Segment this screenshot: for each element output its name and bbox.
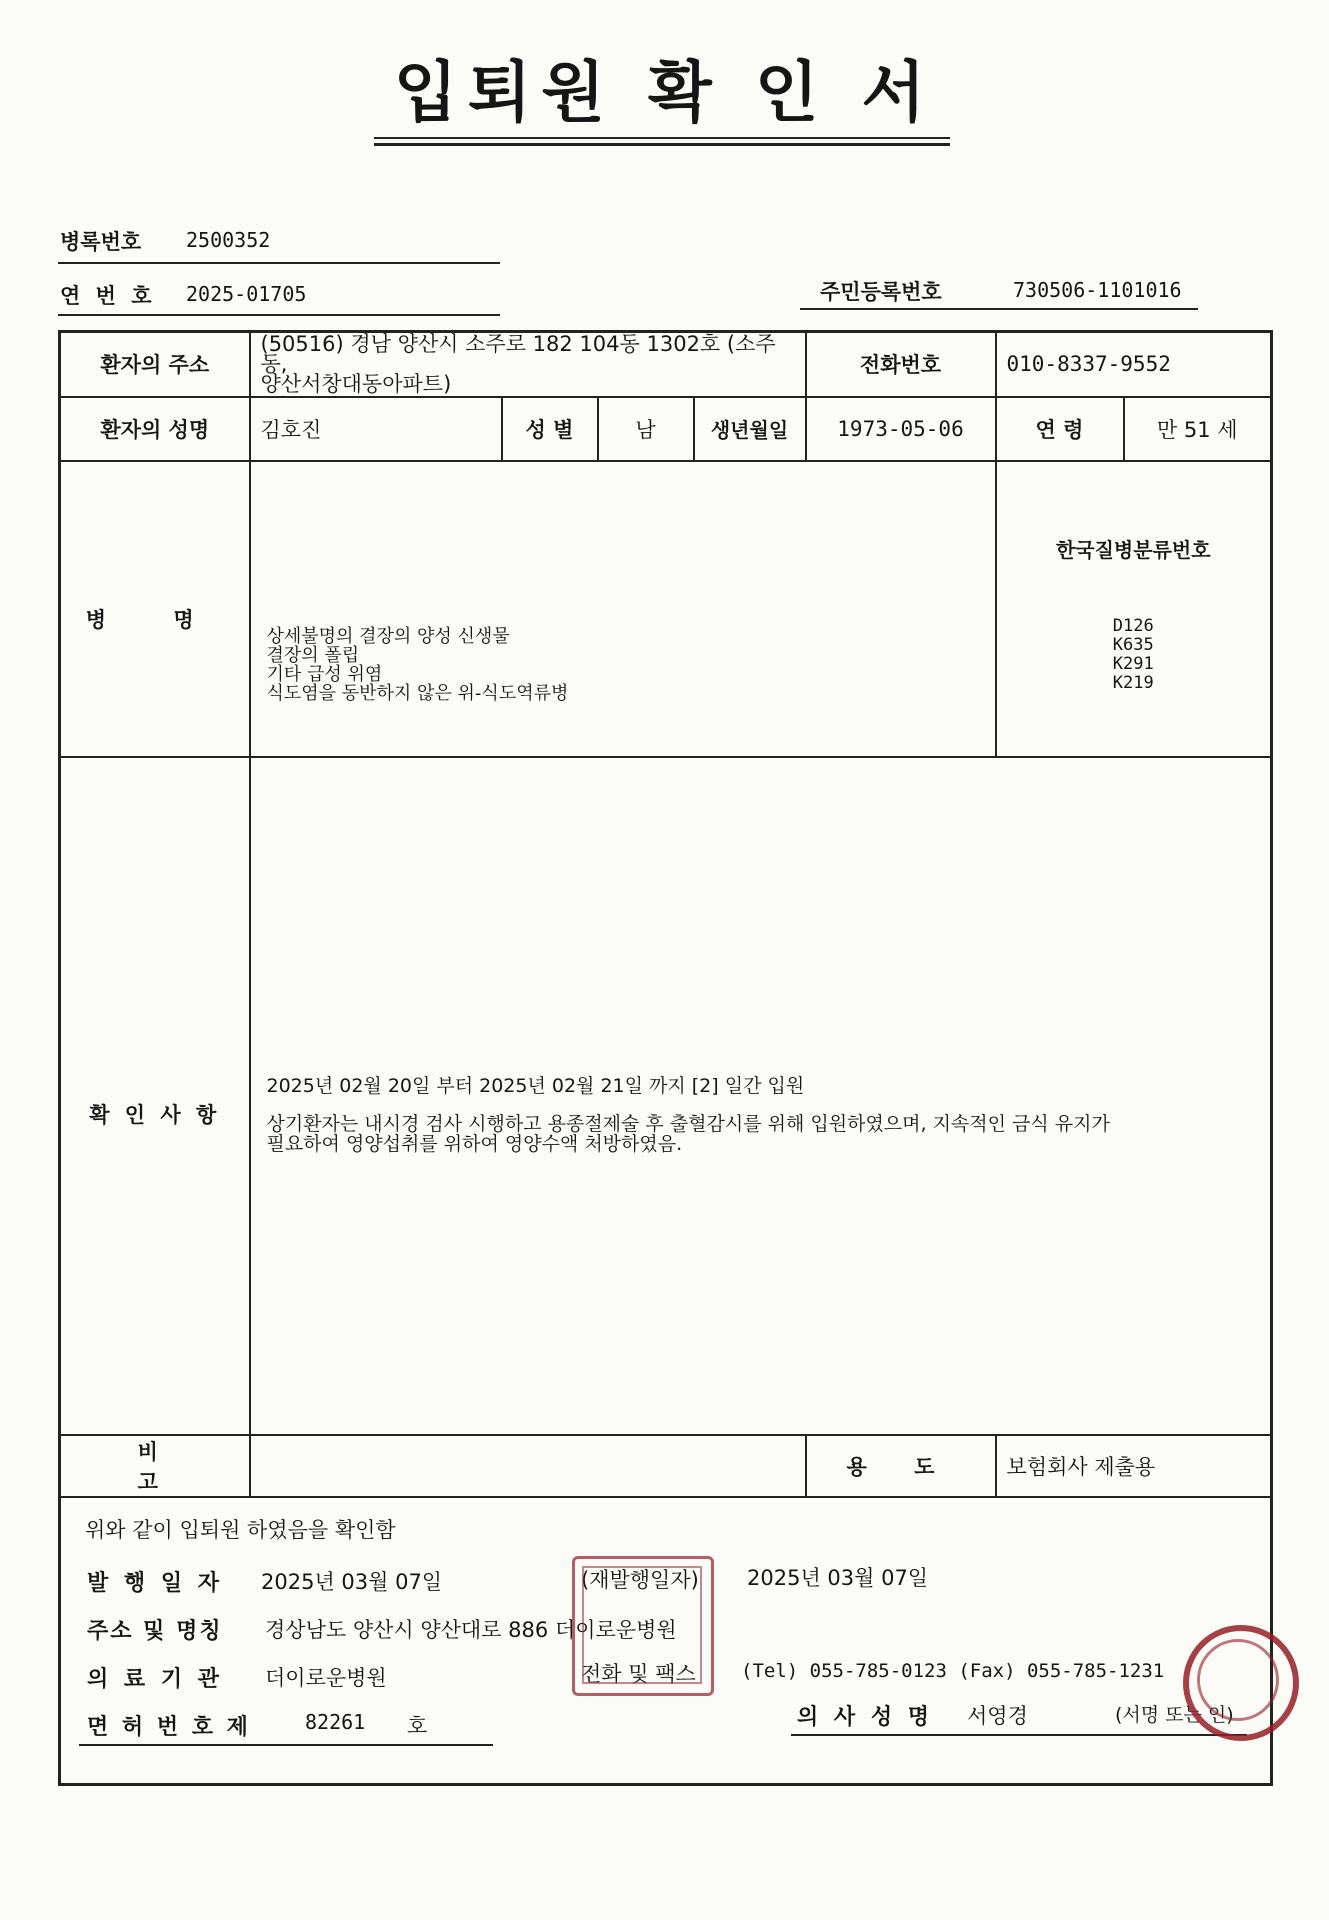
dob-value: 1973-05-06 bbox=[806, 397, 996, 461]
name-label: 환자의 성명 bbox=[60, 397, 250, 461]
age-label: 연 령 bbox=[996, 397, 1124, 461]
dob-label: 생년월일 bbox=[694, 397, 806, 461]
remarks-label: 비 고 bbox=[60, 1435, 250, 1497]
hospital-seal-stamp-inner bbox=[582, 1566, 702, 1684]
diagnosis-item: 식도염을 동반하지 않은 위-식도역류병 bbox=[266, 683, 569, 704]
hospital-address-value: 경상남도 양산시 양산대로 886 더이로운병원 bbox=[265, 1617, 677, 1642]
diagnosis-list bbox=[250, 461, 996, 757]
diagnosis-row bbox=[60, 461, 1272, 757]
rrn-underline bbox=[800, 308, 1198, 310]
reissue-date-value: 2025년 03월 07일 bbox=[747, 1565, 929, 1590]
serial-number-value: 2025-01705 bbox=[186, 282, 307, 306]
diagnosis-item: 기타 급성 위염 bbox=[266, 664, 383, 685]
sex-label: 성 별 bbox=[502, 397, 598, 461]
doctor-seal-stamp-inner bbox=[1197, 1639, 1279, 1721]
remarks-value bbox=[250, 1435, 806, 1497]
reissue-date-label: (재발행일자) bbox=[581, 1567, 699, 1592]
confirmation-note bbox=[267, 1114, 1261, 1154]
diagnosis-label: 병 명 bbox=[60, 461, 250, 757]
disease-code: D126 bbox=[1112, 616, 1154, 636]
contact-value: (Tel) 055-785-0123 (Fax) 055-785-1231 bbox=[741, 1659, 1165, 1682]
record-number-value: 2500352 bbox=[186, 228, 271, 252]
license-suffix: 호 bbox=[407, 1713, 428, 1738]
confirmation-content bbox=[250, 757, 1272, 1435]
record-underline bbox=[58, 262, 500, 264]
disease-code: K635 bbox=[1112, 635, 1154, 655]
address-line-1: (50516) 경남 양산시 소주로 182 104동 1302호 (소주동, bbox=[260, 332, 776, 377]
address-label: 환자의 주소 bbox=[60, 332, 250, 397]
disease-code-header: 한국질병분류번호 bbox=[1055, 538, 1211, 562]
institution-value: 더이로운병원 bbox=[265, 1665, 387, 1690]
address-value bbox=[250, 332, 806, 397]
confirmation-statement: 위와 같이 입퇴원 하였음을 확인함 bbox=[85, 1517, 396, 1542]
issue-date-label: 발 행 일 자 bbox=[87, 1570, 223, 1596]
confirmation-note-line-1: 상기환자는 내시경 검사 시행하고 용종절제술 후 출혈감시를 위해 입원하였으며, 지속적인 금식 유지가 bbox=[266, 1113, 1110, 1135]
diagnosis-item: 결장의 폴립 bbox=[266, 645, 360, 666]
confirmation-label: 확 인 사 항 bbox=[60, 757, 250, 1435]
license-label: 면 허 번 호 제 bbox=[87, 1714, 251, 1740]
title-rule bbox=[374, 137, 950, 139]
purpose-value: 보험회사 제출용 bbox=[996, 1435, 1272, 1497]
phone-value: 010-8337-9552 bbox=[996, 332, 1272, 397]
age-value: 만 51 세 bbox=[1124, 397, 1272, 461]
serial-number-label: 연 번 호 bbox=[60, 284, 156, 308]
confirmation-note-line-2: 필요하여 영양섭취를 위하여 영양수액 처방하였음. bbox=[266, 1133, 683, 1155]
address-name-label: 주소 및 명칭 bbox=[87, 1618, 223, 1644]
purpose-label: 용 도 bbox=[806, 1435, 996, 1497]
title-rule bbox=[374, 143, 950, 146]
admission-period: 2025년 02월 20일 부터 2025년 02월 21일 까지 [2] 일간 입원 bbox=[266, 1075, 805, 1097]
document-title: 입퇴원 확 인 서 bbox=[393, 54, 936, 131]
doctor-name-value: 서영경 bbox=[967, 1703, 1028, 1728]
name-value: 김호진 bbox=[250, 397, 502, 461]
confirmation-row bbox=[60, 757, 1272, 1435]
disease-code: K291 bbox=[1112, 654, 1154, 674]
record-number-label: 병록번호 bbox=[60, 230, 142, 254]
remarks-row bbox=[60, 1435, 1272, 1497]
signature-label: (서명 또는 인) bbox=[1115, 1703, 1234, 1726]
license-value: 82261 bbox=[305, 1709, 366, 1734]
diagnosis-item: 상세불명의 결장의 양성 신생물 bbox=[266, 626, 510, 647]
disease-code: K219 bbox=[1112, 673, 1154, 693]
name-row bbox=[60, 397, 1272, 461]
issue-date-value: 2025년 03월 07일 bbox=[261, 1569, 443, 1594]
doctor-underline bbox=[791, 1734, 1247, 1736]
contact-label: 전화 및 팩스 bbox=[581, 1661, 696, 1686]
institution-label: 의 료 기 관 bbox=[87, 1666, 223, 1692]
license-underline bbox=[79, 1744, 493, 1746]
serial-underline bbox=[58, 314, 500, 316]
phone-label: 전화번호 bbox=[806, 332, 996, 397]
rrn-label: 주민등록번호 bbox=[820, 280, 942, 304]
rrn-value: 730506-1101016 bbox=[1013, 278, 1182, 302]
address-row bbox=[60, 332, 1272, 397]
doctor-name-label: 의 사 성 명 bbox=[797, 1704, 933, 1730]
sex-value: 남 bbox=[598, 397, 694, 461]
disease-code-cell bbox=[996, 461, 1272, 757]
address-line-2: 양산서창대동아파트) bbox=[260, 372, 452, 397]
